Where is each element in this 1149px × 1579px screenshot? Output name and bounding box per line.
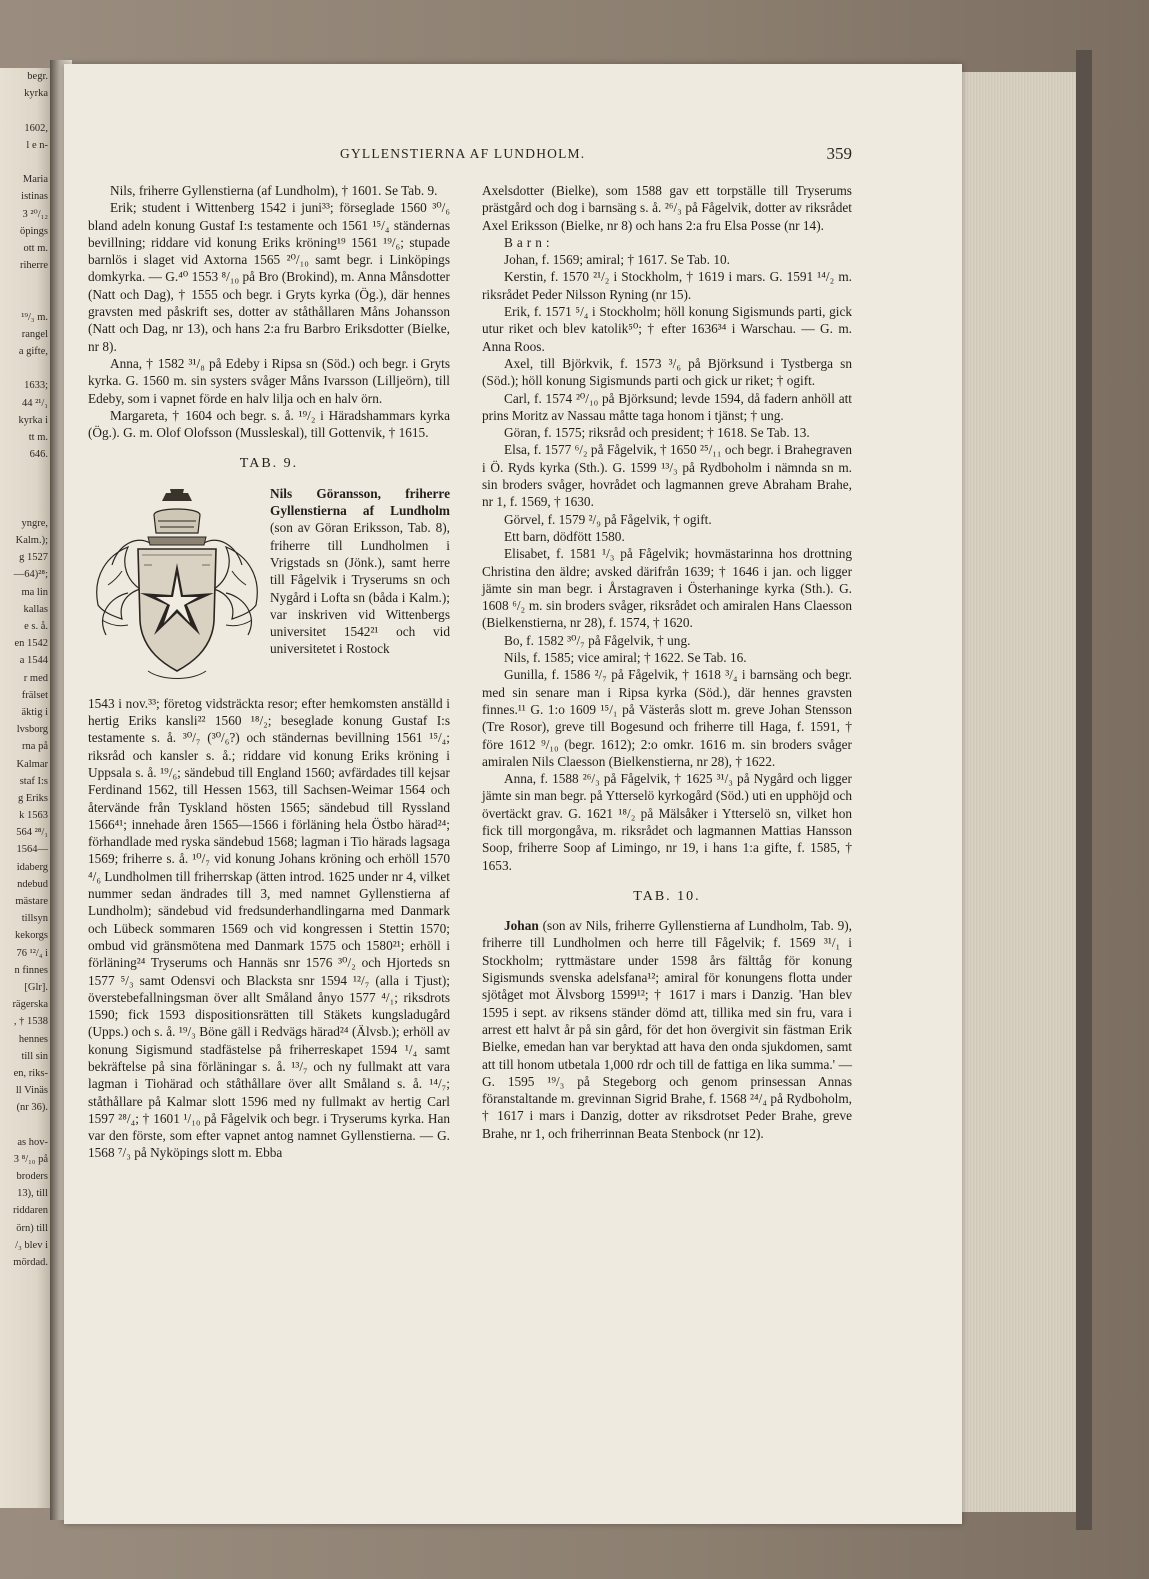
left-margin-fragment: 1633; — [24, 380, 48, 392]
left-margin-fragment: mästare — [15, 896, 48, 907]
left-margin-fragment: frälset — [21, 689, 48, 701]
running-head: GYLLENSTIERNA AF LUNDHOLM. — [340, 146, 586, 161]
child-entry: Johan, f. 1569; amiral; † 1617. Se Tab. 10. — [504, 252, 730, 268]
entry-continuation: Axelsdotter (Bielke), som 1588 gav ett torpställe till Tryserums prästgård och dog i barnsäng s. å. ²⁶/₃ på Fågelvik, dotter av riksrådet Axel Eriksson (Bielke, nr 8) och hans 2:a fru Elsa Posse (nr 14). — [482, 183, 852, 233]
left-page-edge — [0, 68, 53, 1508]
left-margin-fragment: ¹⁹/₃ m. — [21, 311, 48, 323]
left-margin-fragment: ll Vinäs — [15, 1085, 48, 1097]
left-margin-fragment — [0, 498, 48, 515]
left-margin-fragment: rägerska — [12, 999, 48, 1011]
left-margin-fragment: rna på — [22, 741, 48, 753]
left-margin-fragment: idaberg — [16, 861, 48, 873]
left-margin-fragment: äktig i — [21, 706, 48, 718]
left-margin-fragment: a 1544 — [19, 655, 48, 667]
child-entry: Elsa, f. 1577 ⁶/₂ på Fågelvik, † 1650 ²⁵/₁₁ och begr. i Brahegraven i Ö. Ryds kyrka (Sth.). G. 1599 ¹³/₃ på Rydboholm i nämnda sn m. sin broders svåger, hovrådet och lagmannen greve Abraham Brahe, nr 1, f. 1569, † 1630. — [482, 442, 852, 510]
left-margin-fragment: (nr 36). — [16, 1102, 48, 1114]
left-margin-fragment: , † 1538 — [13, 1016, 48, 1028]
left-margin-fragment: k 1563 — [19, 810, 48, 822]
left-margin-fragment: istinas — [21, 191, 48, 203]
left-margin-text — [0, 68, 48, 1271]
left-margin-fragment: lvsborg — [16, 724, 48, 736]
left-margin-fragment: 3 ²⁰/₁₂ — [22, 208, 48, 220]
child-entry: Bo, f. 1582 ³⁰/₇ på Fågelvik, † ung. — [504, 632, 691, 648]
left-margin-fragment: 13), till — [17, 1188, 48, 1200]
left-margin-fragment: ma lin — [21, 586, 48, 598]
tab10-subject-name: Johan — [504, 918, 539, 934]
left-margin-fragment: mördad. — [13, 1256, 48, 1268]
left-margin-fragment: yngre, — [21, 517, 48, 529]
left-margin-fragment: a gifte, — [18, 346, 48, 357]
left-margin-fragment: broders — [16, 1171, 48, 1182]
child-entry: Axel, till Björkvik, f. 1573 ³/₆ på Björksund i Tystberga sn (Söd.); höll konung Sigismunds parti och gick ur riket; † ogift. — [482, 355, 852, 389]
left-margin-fragment: 3 ⁸/₁₀ på — [13, 1153, 48, 1165]
left-margin-fragment — [0, 274, 48, 291]
left-margin-fragment: 1602, — [24, 122, 48, 134]
left-margin-fragment: tillsyn — [21, 913, 48, 925]
tab9-body: 1543 i nov.³³; företog vidsträckta resor; efter hemkomsten anställd i hertig Eriks kansli²² 1560 ¹⁸/₂; beseglade konung Gustaf I:s testamente s. å. ³⁰/₇ (³⁰/₆?) och ständernas bevillning 1561 ¹⁵/₄; riksråd och kansler s. å.; riddare vid konung Eriks kröning i Uppsala s. å. ¹⁹/₆; sändebud till England 1560; avfärdades till kejsar Ferdinand 1562, till Hessen 1563, till Sachsen-Weimar 1564 och återvände från Tyskland hösten 1565; sändebud till Ryssland 1566⁴¹; innehade åren 1565—1566 i förläning hela Östbo härad²⁴; förhandlade med ryska sändebud 1568; lagman i Tio härads lagsaga 1569; friherre s. å. ¹⁰/₇ vid konung Johans kröning och erhöll 1570 ⁴/₆ Lundholmen till friherrskap (ätten introd. 1625 under nr 4, vilket nummer sedan ändrades till 3, med namnet Gyllenstierna af Lundholm); sändebud vid fredsunderhandlingarna med Danmark och Lübeck sommaren 1569 och vid kongressen i Stettin 1570; ombud vid gränsmötena med Danmark 1575 och 1580²¹; erhöll i förläning²⁴ Tryserums och Hannäs snr 1576 ³⁰/₂ och Hjorteds sn 1577 ⁵/₃ samt Odensvi och Blacksta snr 1594 ¹²/₇ (alla i Tjust); överstebefallningsman över allt Småland ånyo 1577 ⁴/₁; riksdrots 1590; fick 1593 dispositionsrätten till Stäkets kungsladugård (Upps.) och s. å. ¹⁹/₃ Böne gäll i Redvägs härad²⁴ (Älvsb.); erhöll av konung Sigismund stadfästelse på friherreskapet 1594 ¹/₄ samt bekräftelse på sina förläningar s. å. ¹³/₇ och ny fullmakt att vara lagman i Tiohärad och ståthållare över allt Småland s. å. ¹⁴/₇; ståthållare på Kalmar slott 1596 med ny fullmakt av hertig Carl 1597 ²⁸/₄; † 1601 ¹/₁₀ på Fågelvik och begr. i Tryserums kyrka. Han var den förste, som efter vapnet antog namnet Gyllenstierna. — G. 1568 ⁷/₃ på Nyköpings slott m. Ebba — [88, 695, 450, 1161]
left-margin-fragment: ott m. — [23, 242, 48, 254]
left-column — [88, 182, 450, 1162]
left-margin-fragment: till sin — [21, 1050, 48, 1062]
left-margin-fragment — [0, 360, 48, 377]
left-margin-fragment: l e n- — [26, 139, 48, 151]
left-margin-fragment: riddaren — [13, 1205, 48, 1217]
left-margin-fragment — [0, 481, 48, 498]
book-cover-edge — [1076, 50, 1092, 1530]
left-margin-fragment: 76 ¹²/₄ i — [16, 947, 48, 959]
left-margin-fragment — [0, 102, 48, 119]
left-margin-fragment: staf I:s — [19, 775, 48, 787]
left-margin-fragment: kyrka i — [18, 414, 48, 426]
entry-margareta: Margareta, † 1604 och begr. s. å. ¹⁹/₂ i Häradshammars kyrka (Ög.). G. m. Olof Olofsson (Mussleskal), till Gottenvik, † 1615. — [88, 407, 450, 441]
children-label: Barn: — [504, 234, 554, 250]
left-margin-fragment: kallas — [23, 603, 48, 615]
child-entry: Ett barn, dödfött 1580. — [504, 528, 625, 544]
left-margin-fragment — [0, 1116, 48, 1133]
left-margin-fragment: [Glr]. — [24, 981, 48, 993]
tab-10-heading: TAB. 10. — [633, 888, 701, 904]
entry-erik: Erik; student i Wittenberg 1542 i juni³³; förseglade 1560 ³⁰/₆ bland adeln konung Gustaf I:s testamente och 1561 ¹⁵/₄ ständernas bevillning; riddare vid konung Eriks kröning¹⁹ 1561 ¹⁹/₆; stupade barnlös i slaget vid Axtorna 1565 ²⁰/₁₀ samt begr. i Linköpings domkyrka. — G.⁴⁰ 1553 ⁸/₁₀ på Bro (Brokind), m. Anna Månsdotter (Natt och Dag), † 1555 och begr. i Gryts kyrka (Ög.), där hennes gravsten med påskrift ses, dotter av ståthållaren Måns Johansson (Natt och Dag, nr 13), och hans 2:a fru Barbro Eriksdotter (Bielke, nr 8). — [88, 200, 450, 354]
left-margin-fragment: n finnes — [14, 964, 48, 976]
left-margin-fragment: as hov- — [17, 1136, 48, 1148]
left-margin-fragment — [0, 463, 48, 480]
left-margin-fragment: ndebud — [17, 878, 48, 890]
left-margin-fragment: g Eriks — [17, 792, 48, 804]
left-margin-fragment: riherre — [20, 260, 48, 272]
left-margin-fragment: r med — [23, 672, 48, 684]
left-margin-fragment: 44 ²¹/₁ — [22, 397, 48, 409]
child-entry: Erik, f. 1571 ⁵/₄ i Stockholm; höll konung Sigismunds parti, gick utur riket och blev katolik⁵⁰; † efter 1636³⁴ i Warschau. — G. m. Anna Roos. — [482, 304, 852, 354]
child-entry: Göran, f. 1575; riksråd och president; † 1618. Se Tab. 13. — [504, 425, 810, 441]
left-margin-fragment: /₃ blev i — [15, 1239, 48, 1251]
page-number: 359 — [826, 144, 852, 163]
left-margin-fragment: en, riks- — [13, 1067, 48, 1079]
left-margin-fragment: 1564— — [16, 844, 48, 856]
left-margin-fragment: kyrka — [24, 88, 48, 100]
left-margin-fragment: begr. — [27, 71, 48, 82]
child-entry: Carl, f. 1574 ²⁰/₁₀ på Björksund; levde 1594, då fadern anhöll att prins Moritz av Nassau måtte taga honom i tjänst; † ung. — [482, 390, 852, 423]
child-entry: Gunilla, f. 1586 ²/₇ på Fågelvik, † 1618 ³/₄ i barnsäng och begr. med sin senare man i Ripsa kyrka (Söd.), där hennes gravsten finnes.¹¹ G. 1:o 1609 ¹⁵/₁ på Västerås slott m. greve Johan Stensson (Tre Rosor), greve till Bogesund och friherre till Haga, f. 1591, † före 1612 ⁹/₁₀ (begr. 1612); 2:o omkr. 1616 m. sin broders svåger amiralen Nils Claesson (Bielkenstierna, nr 28), † 1622. — [482, 667, 852, 769]
left-margin-fragment: g 1527 — [19, 552, 48, 564]
child-entry: Görvel, f. 1579 ²/₉ på Fågelvik, † ogift. — [504, 511, 712, 527]
left-margin-fragment: tt m. — [28, 431, 48, 443]
child-entry: Elisabet, f. 1581 ¹/₃ på Fågelvik; hovmästarinna hos drottning Christina den äldre; avsked därifrån 1639; † 1646 i jan. och ligger jämte sin man begr. i Årstagraven i Österhaninge kyrka (Sth.). G. 1608 ⁶/₂ m. sin broders svåger, riksrådet och amiralen Hans Claesson (Bielkenstierna, nr 28), f. 1574, † 1620. — [482, 546, 852, 631]
child-entry: Kerstin, f. 1570 ²¹/₂ i Stockholm, † 1619 i mars. G. 1591 ¹⁴/₂ m. riksrådet Peder Nilsson Ryning (nr 15). — [482, 269, 852, 302]
page-edges — [958, 72, 1080, 1512]
left-margin-fragment: —64)²⁸; — [13, 569, 48, 581]
left-margin-fragment: 564 ²⁸/₁ — [16, 827, 48, 839]
coat-of-arms-icon — [88, 485, 266, 693]
tab-9-heading: TAB. 9. — [239, 456, 299, 472]
left-margin-fragment: rangel — [21, 328, 48, 340]
child-entry: Anna, f. 1588 ²⁶/₃ på Fågelvik, † 1625 ³¹/₃ på Nygård och ligger jämte sin man begr. på Ytterselö kyrkogård (Söd.) uti en upphöjd och övertäckt grav. G. 1621 ¹⁸/₂ på Mälsåker i Ytterselö sn, vilket hon fick till morgongåva, m. riksrådet och lagmannen Mattias Hansson Soop, friherre Soop af Limingo, nr 19, i hans 1:a gifte, f. 1585, † 1653. — [482, 771, 852, 873]
left-margin-fragment: Kalm.); — [15, 535, 48, 547]
left-margin-fragment: kekorgs — [14, 930, 48, 942]
entry-nils-intro: Nils, friherre Gyllenstierna (af Lundholm), † 1601. Se Tab. 9. — [110, 183, 438, 198]
child-entry: Nils, f. 1585; vice amiral; † 1622. Se Tab. 16. — [504, 650, 747, 666]
tab9-subject-name: Nils Göransson, friherre Gyllenstierna af Lundholm — [270, 485, 450, 519]
left-margin-fragment — [0, 291, 48, 308]
tab10-body: (son av Nils, friherre Gyllenstierna af Lundholm, Tab. 9), friherre till Lundholmen och herre till Fågelvik; f. 1569 ³¹/₁ i Stockholm; ryttmästare under 1598 års fälttåg för konung Sigismunds svenska adelsfana¹²; amiral för konungens flotta under sjötåget mot Älvsborg 1599¹²; † 1617 i mars i Danzig. 'Han blev 1595 i sept. av riksens ständer dömd att, tillika med sin fru, vara i arrest ett halvt år på sin gård, för det hon övergivit sin fästman Erik Bielke, emedan han var beryktad att hava den onda sjukdomen, samt att till honom utbetala 1,000 rdr och till de fattiga en lika summa.' — G. 1595 ¹⁹/₃ på Stegeborg och genom prinsessan Annas föranstaltande m. grevinnan Sigrid Brahe, f. 1568 ²⁴/₄ på Rydboholm, † 1617 i mars i Danzig, dotter av riksdrotset Peder Brahe, greve Brahe, nr 1, och friherrinnan Beata Stenbock (nr 12). — [482, 918, 852, 1141]
left-margin-fragment — [0, 154, 48, 171]
left-margin-fragment: en 1542 — [14, 638, 48, 650]
left-margin-fragment: öpings — [19, 225, 48, 237]
entry-anna: Anna, † 1582 ³¹/₈ på Edeby i Ripsa sn (Söd.) och begr. i Gryts kyrka. G. 1560 m. sin systers svåger Måns Ivarsson (Lilljeörn), till Edeby, som i vapnet förde en halv lilja och en halv örn. — [88, 355, 450, 406]
left-margin-fragment: Maria — [22, 174, 48, 186]
page-header — [64, 146, 962, 166]
left-margin-fragment: hennes — [18, 1033, 48, 1045]
left-margin-fragment: örn) till — [16, 1222, 48, 1234]
right-column — [482, 182, 852, 1142]
left-margin-fragment: 646. — [29, 449, 48, 461]
tab9-body-beside-crest: (son av Göran Eriksson, Tab. 8), friherre till Lundholmen i Vrigstads sn (Jönk.), samt herre till Fågelvik i Tryserums sn och Nygård i Lofta sn (båda i Kalm.); var inskriven vid Wittenbergs universitet 1542²¹ och vid universitetet i Rostock — [270, 520, 450, 657]
left-margin-fragment: Kalmar — [16, 758, 48, 770]
left-margin-fragment: e s. å. — [24, 621, 48, 632]
